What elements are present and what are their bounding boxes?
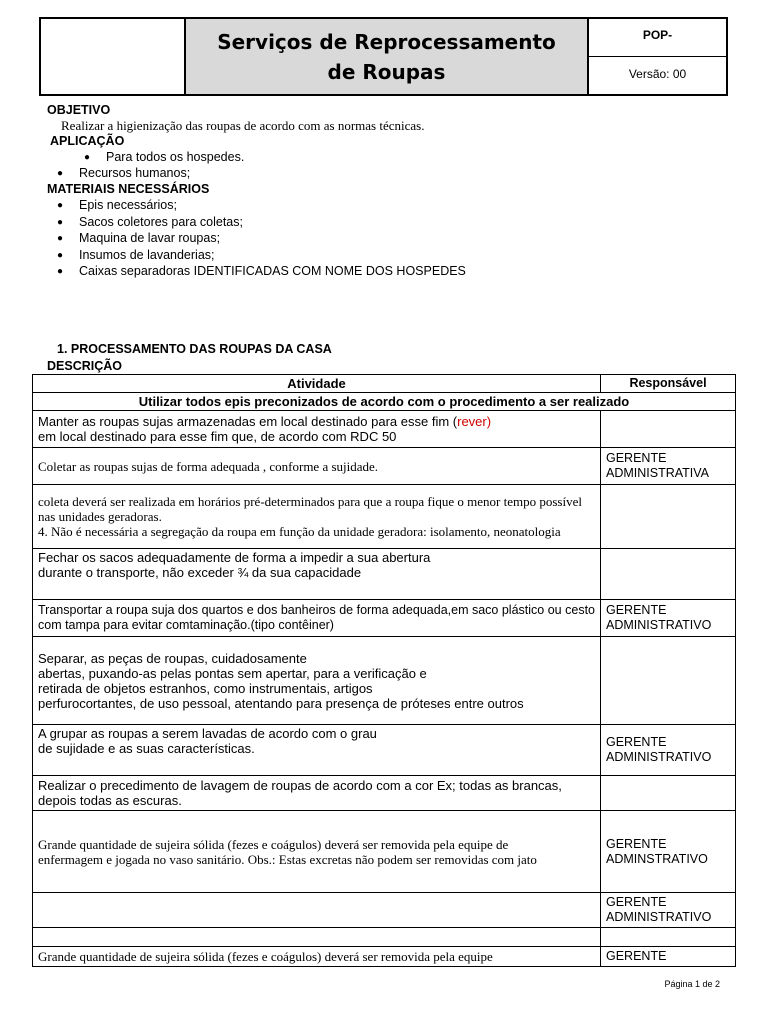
activity-cell: Coletar as roupas sujas de forma adequada , conforme a sujidade.	[33, 448, 601, 485]
procedure-table	[32, 374, 736, 967]
responsible-cell	[601, 637, 736, 725]
table-row	[33, 811, 736, 893]
table-row	[33, 947, 736, 967]
objetivo-heading: OBJETIVO	[47, 103, 111, 117]
bullet-icon: ●	[57, 233, 64, 244]
logo-placeholder	[41, 19, 186, 94]
column-header-responsavel: Responsável	[601, 375, 736, 393]
activity-cell: Grande quantidade de sujeira sólida (fezes e coágulos) deverá ser removida pela equipe	[33, 947, 601, 967]
activity-cell: Transportar a roupa suja dos quartos e dos banheiros de forma adequada,em saco plástico ou cesto com tampa para evitar comtaminação.(tipo contêiner)	[33, 600, 601, 637]
responsible-cell: GERENTE ADMINISTRATIVA	[601, 448, 736, 485]
table-row	[33, 600, 736, 637]
activity-cell: Realizar o precedimento de lavagem de roupas de acordo com a cor Ex; todas as brancas, depois todas as escuras.	[33, 776, 601, 811]
responsible-cell: GERENTE	[601, 947, 736, 967]
bullet-icon: ●	[57, 250, 64, 261]
responsible-cell	[601, 485, 736, 549]
activity-text: Grande quantidade de sujeira sólida (fezes e coágulos) deverá ser removida pela equipe de	[38, 836, 509, 852]
document-title: Serviços de Reprocessamento de Roupas	[186, 19, 589, 94]
section-heading: 1. PROCESSAMENTO DAS ROUPAS DA CASA	[57, 342, 332, 356]
table-row	[33, 549, 736, 600]
table-row	[33, 637, 736, 725]
materiais-item: Epis necessários;	[79, 198, 177, 212]
activity-cell	[33, 549, 601, 600]
document-header	[39, 17, 728, 96]
aplicacao-item: Para todos os hospedes.	[106, 150, 245, 164]
responsible-cell	[601, 549, 736, 600]
activity-text: abertas, puxando-as pelas pontas sem apertar, para a verificação e	[38, 665, 427, 681]
activity-text: em local destinado para esse fim que, de acordo com RDC 50	[38, 429, 397, 444]
responsible-cell	[601, 776, 736, 811]
table-row	[33, 411, 736, 448]
responsible-cell: GERENTE ADMINSTRATIVO	[601, 811, 736, 893]
activity-text: de sujidade e as suas características.	[38, 741, 255, 756]
materiais-item: Insumos de lavanderias;	[79, 248, 215, 262]
table-row	[33, 485, 736, 549]
table-row	[33, 776, 736, 811]
activity-text: perfurocortantes, de uso pessoal, atentando para presença de próteses entre outros	[38, 695, 524, 711]
version-label: Versão: 00	[628, 67, 687, 81]
bullet-icon: ●	[57, 217, 64, 228]
column-header-atividade: Atividade	[33, 375, 601, 393]
responsible-cell: GERENTE ADMINISTRATIVO	[601, 725, 736, 776]
activity-text: 4. Não é necessária a segregação da roupa em função da unidade geradora: isolamento, neonatologia	[38, 524, 561, 539]
table-row	[33, 893, 736, 928]
table-row	[33, 393, 736, 411]
page-number: Página 1 de 2	[664, 979, 720, 989]
responsible-cell: GERENTE ADMINISTRATIVO	[601, 893, 736, 928]
activity-text: coleta deverá ser realizada em horários pré-determinados para que a roupa fique o menor tempo possível nas unidades geradoras.	[38, 494, 582, 524]
activity-text: A grupar as roupas a serem lavadas de acordo com o grau	[38, 726, 377, 741]
activity-cell	[33, 485, 601, 549]
table-subheader: Utilizar todos epis preconizados de acordo com o procedimento a ser realizado	[33, 393, 736, 411]
materiais-item: Sacos coletores para coletas;	[79, 215, 243, 229]
activity-text: Manter as roupas sujas armazenadas em local destinado para esse fim (	[38, 414, 458, 429]
responsible-cell: GERENTE ADMINISTRATIVO	[601, 600, 736, 637]
activity-text: durante o transporte, não exceder ¾ da sua capacidade	[38, 565, 362, 580]
activity-cell	[33, 893, 601, 928]
table-header-row	[33, 375, 736, 393]
materiais-item: Maquina de lavar roupas;	[79, 231, 221, 245]
activity-cell	[33, 928, 601, 947]
materiais-item: Caixas separadoras IDENTIFICADAS COM NOME DOS HOSPEDES	[79, 264, 466, 278]
responsible-cell	[601, 928, 736, 947]
activity-cell	[33, 725, 601, 776]
aplicacao-item: Recursos humanos;	[79, 166, 191, 180]
bullet-icon: ●	[57, 266, 64, 277]
activity-note-red: rever)	[457, 414, 492, 429]
bullet-icon: ●	[57, 200, 64, 211]
activity-cell	[33, 811, 601, 893]
responsible-cell	[601, 411, 736, 448]
objetivo-text: Realizar a higienização das roupas de acordo com as normas técnicas.	[61, 118, 425, 133]
activity-text: Separar, as peças de roupas, cuidadosamente	[38, 650, 307, 666]
bullet-icon: ●	[57, 168, 64, 179]
descricao-heading: DESCRIÇÃO	[47, 359, 123, 373]
pop-code: POP-	[589, 19, 726, 57]
bullet-icon: ●	[84, 152, 91, 163]
aplicacao-heading: APLICAÇÃO	[50, 134, 125, 148]
materiais-heading: MATERIAIS NECESSÁRIOS	[47, 182, 210, 196]
activity-text: Fechar os sacos adequadamente de forma a impedir a sua abertura	[38, 550, 431, 565]
table-row	[33, 725, 736, 776]
table-row	[33, 448, 736, 485]
activity-cell	[33, 411, 601, 448]
activity-text: retirada de objetos estranhos, como instrumentais, artigos	[38, 680, 373, 696]
activity-cell	[33, 637, 601, 725]
activity-text: enfermagem e jogada no vaso sanitário. Obs.: Estas excretas não podem ser removidas com jato	[38, 851, 537, 867]
table-row	[33, 928, 736, 947]
